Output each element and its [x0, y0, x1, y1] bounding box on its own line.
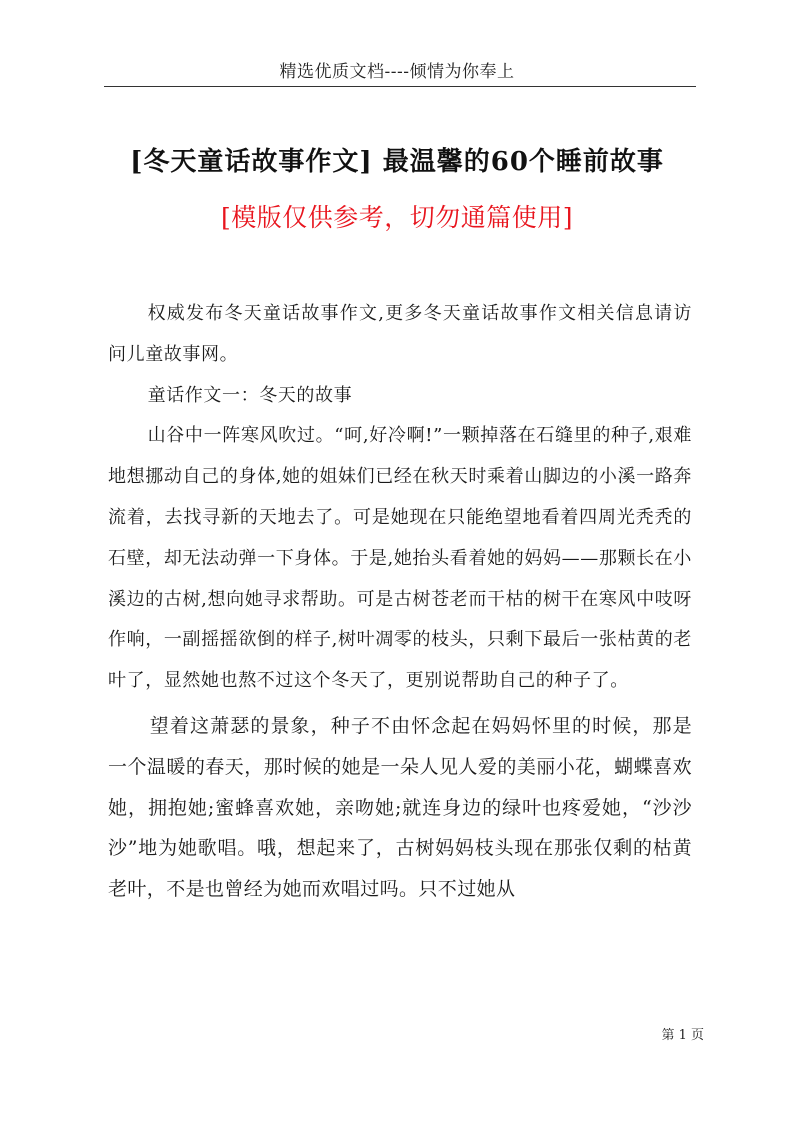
page-number: 第 1 页 — [661, 1028, 704, 1043]
document-title: [冬天童话故事作文] 最温馨的60个睡前故事 — [130, 147, 664, 177]
template-notice: [模版仅供参考，切勿通篇使用] — [220, 203, 573, 232]
paragraph-story-2: 望着这萧瑟的景象，种子不由怀念起在妈妈怀里的时候，那是一个温暖的春天，那时候的她是一朵人见人爱的美丽小花，蝴蝶喜欢她，拥抱她;蜜蜂喜欢她，亲吻她;就连身边的绿叶也疼爱她，“沙沙沙”地为她歌唱。哦，想起来了，古树妈妈枝头现在那张仅剩的枯黄老叶，不是也曾经为她而欢唱过吗。只不过她从 — [108, 714, 692, 901]
header-divider — [104, 86, 696, 87]
paragraph-heading: 童话作文一：冬天的故事 — [147, 384, 353, 406]
paragraph-story-1: 山谷中一阵寒风吹过。“呵,好冷啊!”一颗掉落在石缝里的种子,艰难地想挪动自己的身体,她的姐妹们已经在秋天时乘着山脚边的小溪一路奔流着，去找寻新的天地去了。可是她现在只能绝望地看着四周光秃秃的石壁，却无法动弹一下身体。于是,她抬头看着她的妈妈——那颗长在小溪边的古树,想向她寻求帮助。可是古树苍老而干枯的树干在寒风中吱呀作响，一副摇摇欲倒的样子,树叶凋零的枝头，只剩下最后一张枯黄的老叶了，显然她也熬不过这个冬天了，更别说帮助自己的种子了。 — [108, 425, 692, 692]
paragraph-intro: 权威发布冬天童话故事作文,更多冬天童话故事作文相关信息请访问儿童故事网。 — [108, 303, 692, 365]
document-body — [108, 294, 692, 910]
header-text: 精选优质文档----倾情为你奉上 — [279, 62, 515, 82]
